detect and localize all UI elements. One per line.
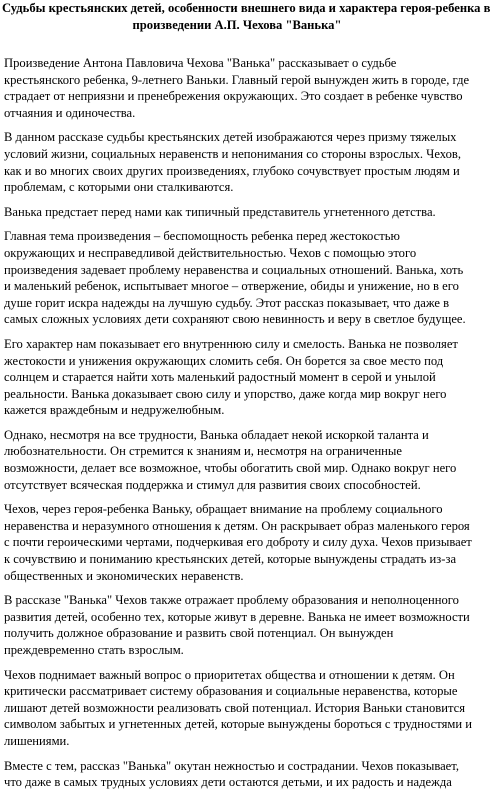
paragraph-8: В рассказе "Ванька" Чехов также отражает проблему образования и неполноценного развития детей, особенно тех, которые живут в деревне. Ванька не имеет возможности получить должное образование и развить свой потенциал. Он вынужден преждевременно стать взрослым. — [4, 593, 470, 657]
paragraph-4: Главная тема произведения – беспомощность ребенка перед жестокостью окружающих и несправедливой действительностью. Чехов с помощью этого произведения задевает проблему неравенства и социальных отношений. Ванька, хоть и маленький ребенок, испытывает многое – отвержение, обиды и унижение, но в его душе горит искра надежды на лучшую судьбу. Этот рассказ показывает, что даже в самых сложных условиях дети сохраняют свою невинность и веру в светлое будущее. — [4, 229, 466, 327]
paragraph-3: Ванька предстает перед нами как типичный представитель угнетенного детства. — [4, 204, 436, 219]
paragraph-7: Чехов, через героя-ребенка Ваньку, обращает внимание на проблему социального неравенства и неразумного отношения к детям. Он раскрывает образ маленького героя с почти героическими чертами, подчеркивая его доброту и силу духа. Чехов призывает к сочувствию и пониманию крестьянских детей, которые вынуждены страдать из-за общественных и экономических неравенств. — [4, 502, 472, 583]
paragraph-1: Произведение Антона Павловича Чехова "Ванька" рассказывает о судьбе крестьянского ребенка, 9-летнего Ваньки. Главный герой вынужден жить в городе, где страдает от неприязни и пренебрежения окружающих. Это создает в ребенке чувство отчаяния и одиночества. — [4, 56, 470, 120]
document-title-line-2: произведении А.П. Чехова "Ванька" — [132, 18, 342, 32]
document-body — [4, 55, 472, 799]
paragraph-6: Однако, несмотря на все трудности, Ванька обладает некой искоркой таланта и любознательности. Он стремится к знаниям и, несмотря на ограниченные возможности, делает все возможное, чтобы обогатить свой мир. Однако вокруг него отсутствует всяческая поддержка и стимул для развития своих способностей. — [4, 427, 457, 492]
paragraph-2: В данном рассказе судьбы крестьянских детей изображаются через призму тяжелых условий жизни, социальных неравенств и непонимания со стороны взрослых. Чехов, как и во многих своих других произведениях, глубоко сочувствует простым людям и проблемам, с которыми они сталкиваются. — [4, 130, 461, 195]
paragraph-5: Его характер нам показывает его внутреннюю силу и смелость. Ванька не позволяет жестокости и унижения окружающих сломить себя. Он борется за свое место под солнцем и старается найти хоть маленький радостный момент в серой и унылой реальности. Ванька доказывает свою силу и упорство, даже когда мир вокруг него кажется враждебным и недружелюбным. — [4, 336, 458, 418]
paragraph-9: Чехов поднимает важный вопрос о приоритетах общества и отношении к детям. Он критически рассматривает систему образования и социальные неравенства, которые лишают детей возможности реализовать свой потенциал. История Ваньки становится символом забытых и угнетенных детей, которые вынуждены бороться с трудностями и лишениями. — [4, 667, 472, 748]
document-title-line-1: Судьбы крестьянских детей, особенности внешнего вида и характера героя-ребенка в — [2, 1, 490, 15]
paragraph-10: Вместе с тем, рассказ "Ванька" окутан нежностью и сострадании. Чехов показывает, что даже в самых трудных условиях дети остаются детьми, и их радость и надежда — [4, 758, 459, 790]
